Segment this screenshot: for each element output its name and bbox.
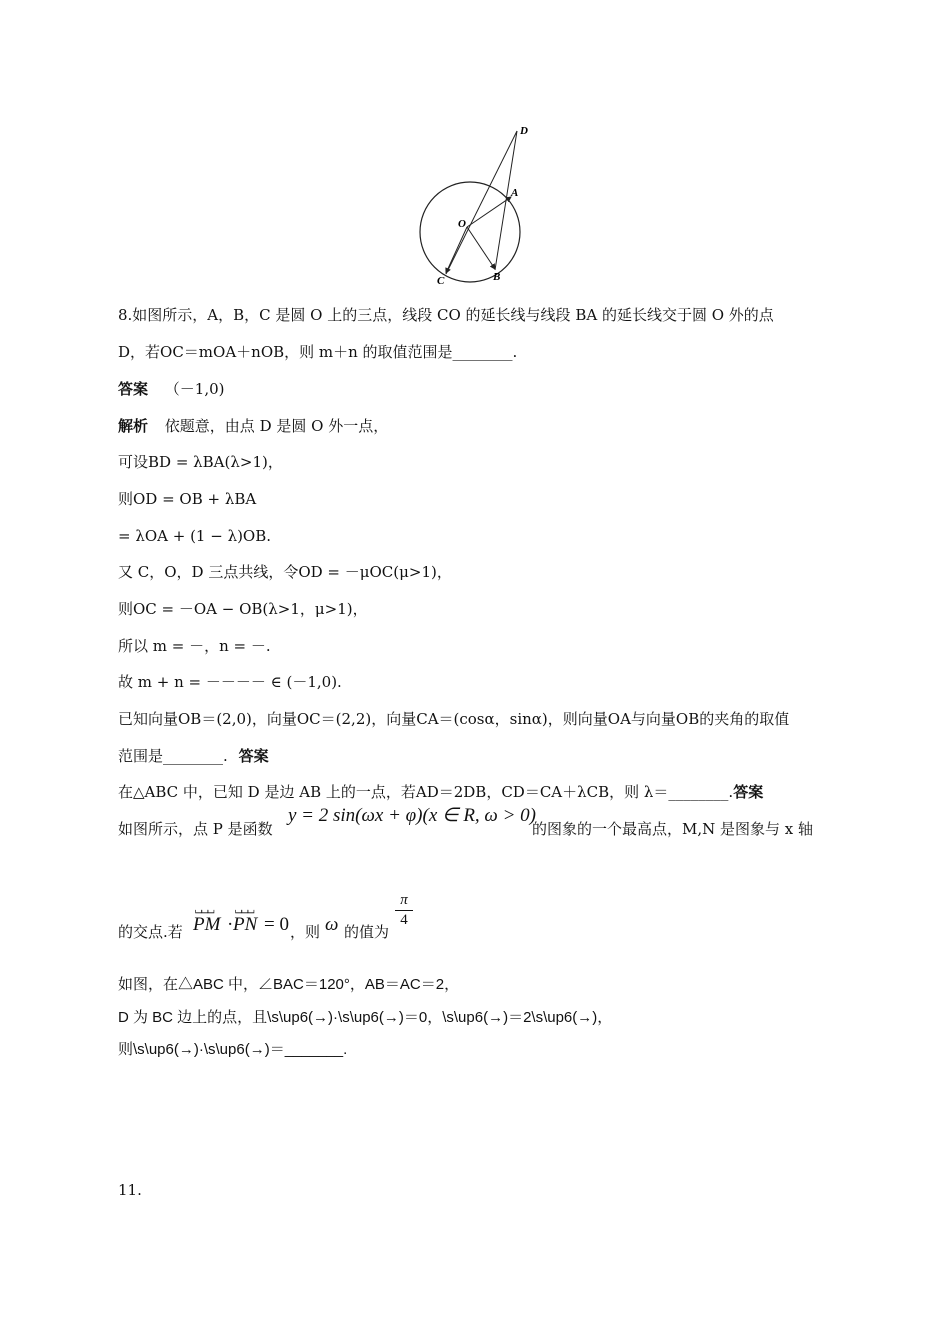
q11-suffix: 的图象的一个最高点，M,N 是图象与 x 轴 — [532, 820, 814, 838]
vector-oc — [446, 227, 467, 273]
q9-line2-text: 范围是________. — [118, 747, 228, 765]
analysis-step-6: 所以 m = －，n = －. — [118, 637, 271, 655]
q11-line2-mid: ，则 — [290, 923, 321, 941]
vector-arrow-pn: ⌴⌴⌴ — [235, 906, 254, 916]
vector-pn: PN — [233, 914, 258, 935]
fraction-numerator: π — [400, 892, 408, 908]
q13-number: 11. — [118, 1181, 142, 1199]
omega-symbol: ω — [325, 914, 339, 935]
label-b: B — [493, 271, 501, 283]
label-a: A — [511, 187, 519, 199]
analysis-step-5: 则OC = －OA − OB(λ>1，μ>1)， — [118, 600, 368, 618]
analysis-step-2: 则OD = OB + λBA — [118, 490, 257, 508]
q8-line2: D，若OC＝mOA＋nOB，则 m＋n 的取值范围是________. — [118, 343, 518, 361]
dot-operator: · — [227, 914, 234, 935]
q12-line3: 则\s\up6(→)·\s\up6(→)＝_______. — [118, 1041, 348, 1058]
equals-zero: = 0 — [264, 914, 289, 935]
fraction-bar — [395, 910, 413, 911]
vector-arrow-pm: ⌴⌴⌴ — [195, 906, 214, 916]
label-c: C — [437, 275, 445, 287]
q10-line — [118, 782, 763, 803]
q8-line1: 8.如图所示，A，B，C 是圆 O 上的三点，线段 CO 的延长线与线段 BA 的延长线交于圆 O 外的点 — [118, 306, 774, 324]
vector-ob — [467, 227, 495, 269]
fraction-denominator: 4 — [400, 912, 408, 928]
answer-value: （－1,0) — [164, 380, 225, 398]
analysis-label: 解析 — [118, 418, 149, 435]
circle-figure — [415, 120, 545, 290]
analysis-step-4: 又 C，O，D 三点共线，令OD = －μOC(μ>1)， — [118, 563, 452, 581]
q9-answer-label: 答案 — [238, 748, 269, 765]
analysis-text: 依题意，由点 D 是圆 O 外一点， — [164, 417, 389, 435]
q11-formula: y = 2 sin(ωx + φ)(x ∈ R, ω > 0) — [288, 805, 536, 826]
q10-answer-label: 答案 — [733, 784, 764, 801]
q12-line2: D 为 BC 边上的点，且\s\up6(→)·\s\up6(→)＝0，\s\up6(→)＝2\s\up6(→)， — [118, 1009, 613, 1026]
analysis-step-1: 可设BD = λBA(λ>1)， — [118, 453, 283, 471]
circle-diagram — [415, 120, 545, 290]
vector-pm: PM — [193, 914, 221, 935]
analysis-step-7: 故 m + n = －－－－ ∈ (－1,0). — [118, 673, 342, 691]
q10-text: 在△ABC 中，已知 D 是边 AB 上的一点，若AD＝2DB，CD＝CA＋λCB，则 λ＝________. — [118, 783, 734, 801]
q11-line2-suffix: 的值为 — [344, 923, 390, 941]
q9-line2 — [118, 746, 269, 767]
q11-line2-prefix: 的交点.若 — [118, 923, 183, 941]
fraction-pi-4 — [395, 892, 413, 929]
analysis-row — [118, 416, 388, 437]
analysis-step-3: = λOA + (1 − λ)OB. — [118, 527, 272, 545]
q12-line1: 如图，在△ABC 中，∠BAC＝120°，AB＝AC＝2， — [118, 976, 460, 993]
q11-prefix: 如图所示，点 P 是函数 — [118, 820, 273, 838]
q9-line1: 已知向量OB＝(2,0)，向量OC＝(2,2)，向量CA＝(cosα，sinα)，则向量OA与向量OB的夹角的取值 — [118, 710, 790, 728]
label-d: D — [520, 125, 528, 137]
label-o: O — [458, 218, 466, 230]
answer-label: 答案 — [118, 381, 149, 398]
line-dc — [446, 131, 517, 274]
answer-row — [118, 379, 225, 400]
